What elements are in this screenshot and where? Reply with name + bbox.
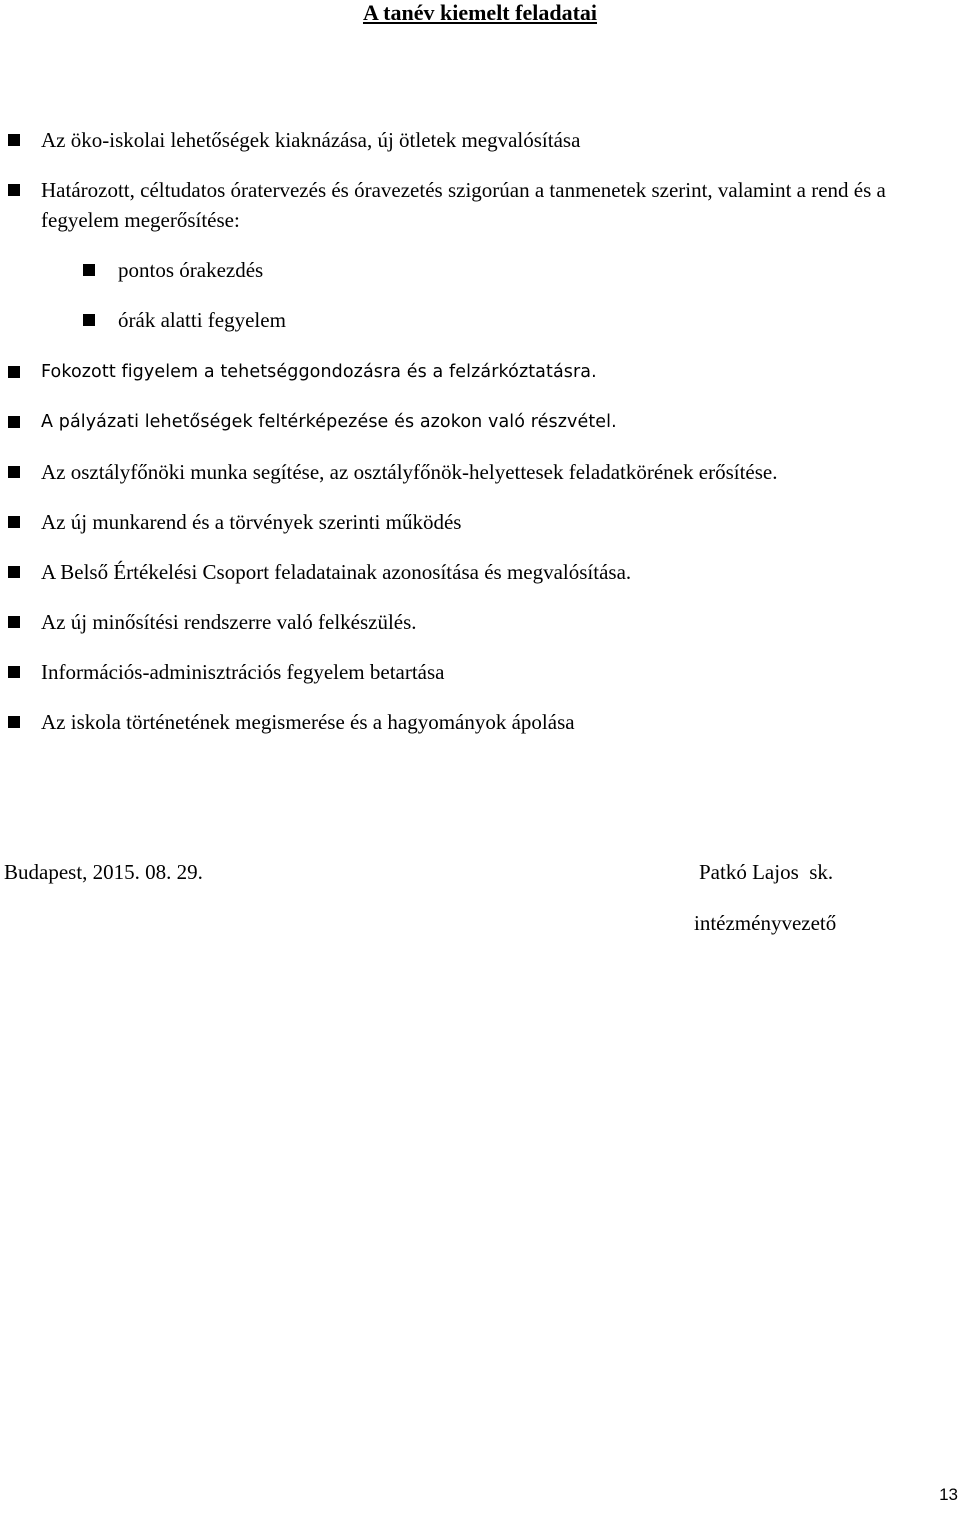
document-title: A tanév kiemelt feladatai bbox=[362, 0, 598, 25]
square-bullet-icon bbox=[8, 184, 20, 196]
list-item-text: Az iskola történetének megismerése és a hagyományok ápolása bbox=[41, 710, 575, 734]
list-item-text: Az új munkarend és a törvények szerinti működés bbox=[41, 510, 462, 534]
sub-list-item-text: pontos órakezdés bbox=[118, 258, 264, 282]
square-bullet-icon bbox=[8, 134, 20, 146]
list-item-text: Határozott, céltudatos óratervezés és óravezetés szigorúan a tanmenetek szerint, valamint a rend és a fegyelem megerősítése: bbox=[41, 178, 886, 232]
square-bullet-icon bbox=[8, 616, 20, 628]
signer-name: Patkó Lajos sk. bbox=[699, 860, 834, 884]
square-bullet-icon bbox=[8, 666, 20, 678]
square-bullet-icon bbox=[8, 366, 20, 378]
page-number: 13 bbox=[939, 1485, 958, 1504]
list-item-text: A Belső Értékelési Csoport feladatainak azonosítása és megvalósítása. bbox=[41, 560, 632, 584]
list-item-text: Az osztályfőnöki munka segítése, az osztályfőnök-helyettesek feladatkörének erősítése. bbox=[41, 460, 778, 484]
square-bullet-icon bbox=[8, 566, 20, 578]
square-bullet-icon bbox=[83, 264, 95, 276]
list-item-text: Információs-adminisztrációs fegyelem betartása bbox=[41, 660, 445, 684]
square-bullet-icon bbox=[8, 716, 20, 728]
signer-role: intézményvezető bbox=[694, 911, 837, 935]
list-item-text: Fokozott figyelem a tehetséggondozásra és a felzárkóztatásra. bbox=[41, 362, 597, 382]
sub-list-item-text: órák alatti fegyelem bbox=[118, 308, 286, 332]
list-item-text: A pályázati lehetőségek feltérképezése és azokon való részvétel. bbox=[41, 412, 617, 432]
square-bullet-icon bbox=[8, 516, 20, 528]
list-item-text: Az öko-iskolai lehetőségek kiaknázása, új ötletek megvalósítása bbox=[41, 128, 581, 152]
square-bullet-icon bbox=[8, 416, 20, 428]
square-bullet-icon bbox=[83, 314, 95, 326]
square-bullet-icon bbox=[8, 466, 20, 478]
place-date: Budapest, 2015. 08. 29. bbox=[4, 860, 203, 884]
list-item-text: Az új minősítési rendszerre való felkészülés. bbox=[41, 610, 417, 634]
